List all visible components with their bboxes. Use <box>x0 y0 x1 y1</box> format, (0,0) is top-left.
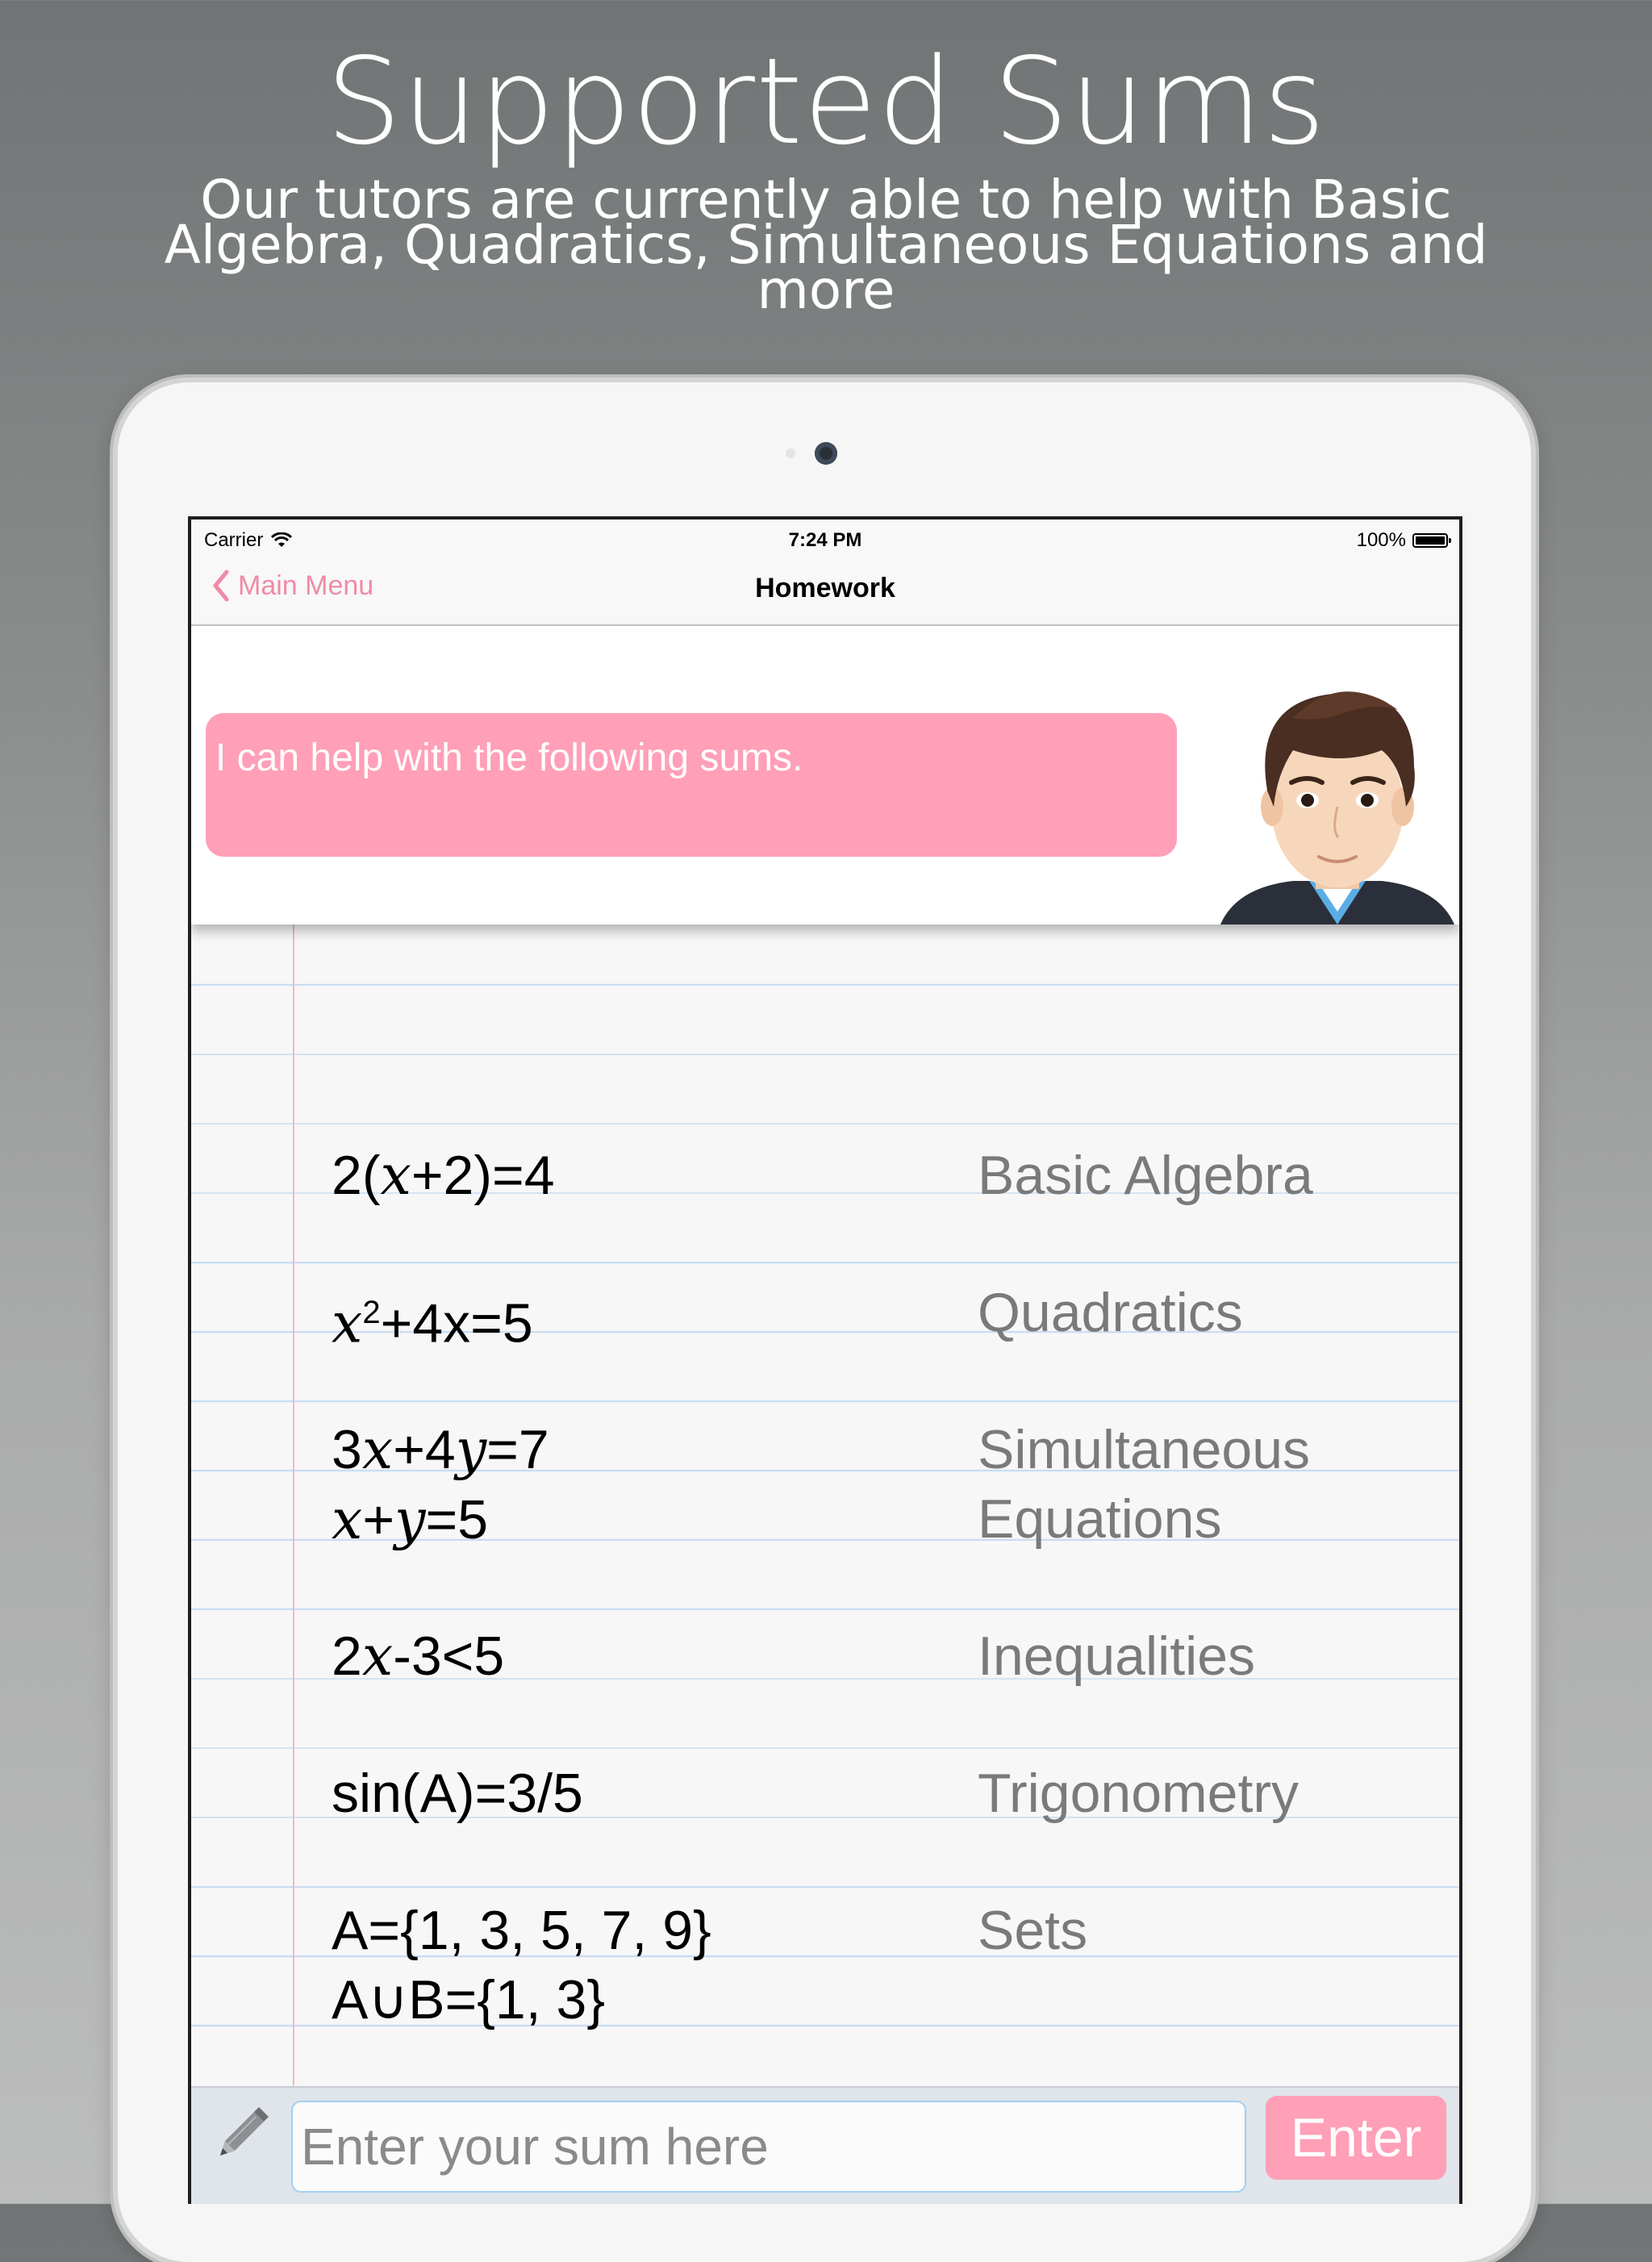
front-sensor <box>786 449 795 458</box>
navigation-bar <box>191 552 1459 626</box>
clock: 7:24 PM <box>788 529 862 551</box>
topic-label: Inequalities <box>978 1626 1256 1687</box>
front-camera <box>815 442 837 465</box>
topic-label: Trigonometry <box>978 1763 1299 1824</box>
equation-line: x+y=5 <box>332 1488 489 1552</box>
equation-line: sin(A)=3/5 <box>332 1763 583 1824</box>
equation <box>332 1141 555 1211</box>
equation-line: A={1, 3, 5, 7, 9} <box>332 1900 711 1961</box>
equation <box>332 1759 583 1828</box>
topic-label: Basic Algebra <box>978 1145 1313 1206</box>
equation-line: 3x+4y=7 <box>332 1418 549 1482</box>
tutor-header <box>191 626 1459 924</box>
speech-bubble: I can help with the following sums. <box>206 713 1177 857</box>
topic-label: Simultaneous Equations <box>978 1419 1311 1550</box>
tutor-avatar <box>1220 670 1454 924</box>
equation <box>332 1621 504 1692</box>
equation-line: 2x-3<5 <box>332 1625 505 1688</box>
page-title: Homework <box>755 573 895 603</box>
equation-line: 2(x+2)=4 <box>332 1144 555 1208</box>
topic-label: Quadratics <box>978 1282 1243 1343</box>
pencil-icon <box>209 2102 273 2167</box>
sum-input[interactable] <box>291 2101 1246 2193</box>
input-bar <box>191 2086 1459 2204</box>
topic-label: Sets <box>978 1900 1088 1961</box>
status-bar <box>191 520 1459 552</box>
equation <box>332 1896 711 2035</box>
carrier-label: Carrier <box>204 529 264 551</box>
battery-percent: 100% <box>1356 529 1406 551</box>
equation-line: $x^2+4x=5$ <box>332 1292 533 1356</box>
back-button-label: Main Menu <box>238 570 374 601</box>
promo-subtitle: Our tutors are currently able to help with Basic Algebra, Quadratics, Simultaneous Equations and more <box>164 169 1488 321</box>
equation-line: A∪B={1, 3} <box>332 1969 606 2030</box>
equation <box>332 1415 549 1555</box>
promo-title: Supported Sums <box>325 32 1327 171</box>
enter-button[interactable]: Enter <box>1266 2096 1446 2180</box>
equation <box>332 1278 533 1359</box>
battery-icon <box>1412 533 1448 548</box>
app-screen <box>188 516 1462 2204</box>
margin-line <box>293 924 294 2086</box>
